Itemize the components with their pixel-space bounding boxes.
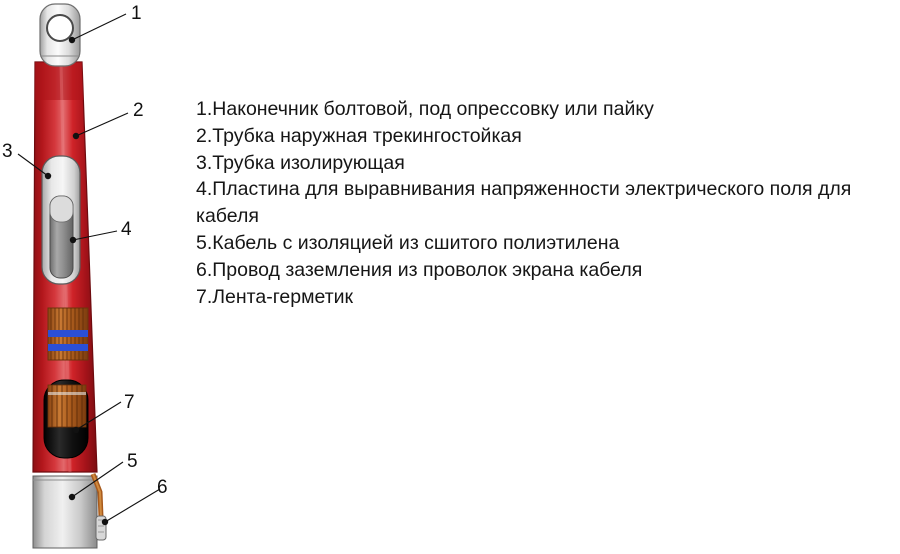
callout-number-3: 3 [2,141,13,162]
callout-number-5: 5 [127,451,138,472]
callout-number-2: 2 [133,100,144,121]
screen-wires-band [48,308,88,360]
legend-item-5: 5.Кабель с изоляцией из сшитого полиэтилена [196,231,620,254]
callout-number-7: 7 [124,392,135,413]
callout-number-4: 4 [121,219,132,240]
callout-number-6: 6 [157,477,168,498]
legend-list [196,96,886,310]
legend-item-4: 4.Пластина для выравнивания напряженности электрического поля для кабеля [196,178,857,228]
legend-item-3: 3.Трубка изолирующая [196,151,405,174]
bolted-lug [40,4,80,66]
legend-item-1: 1.Наконечник болтовой, под опрессовку или пайку [196,98,654,120]
stress-control-plate [50,196,73,278]
callout-number-1: 1 [131,3,142,24]
sealant-tape [44,380,88,458]
legend-item-7: 7.Лента-герметик [196,285,354,308]
legend-item-6: 6.Провод заземления из проволок экрана кабеля [196,258,643,281]
legend-item-2: 2.Трубка наружная трекингостойкая [196,124,522,147]
